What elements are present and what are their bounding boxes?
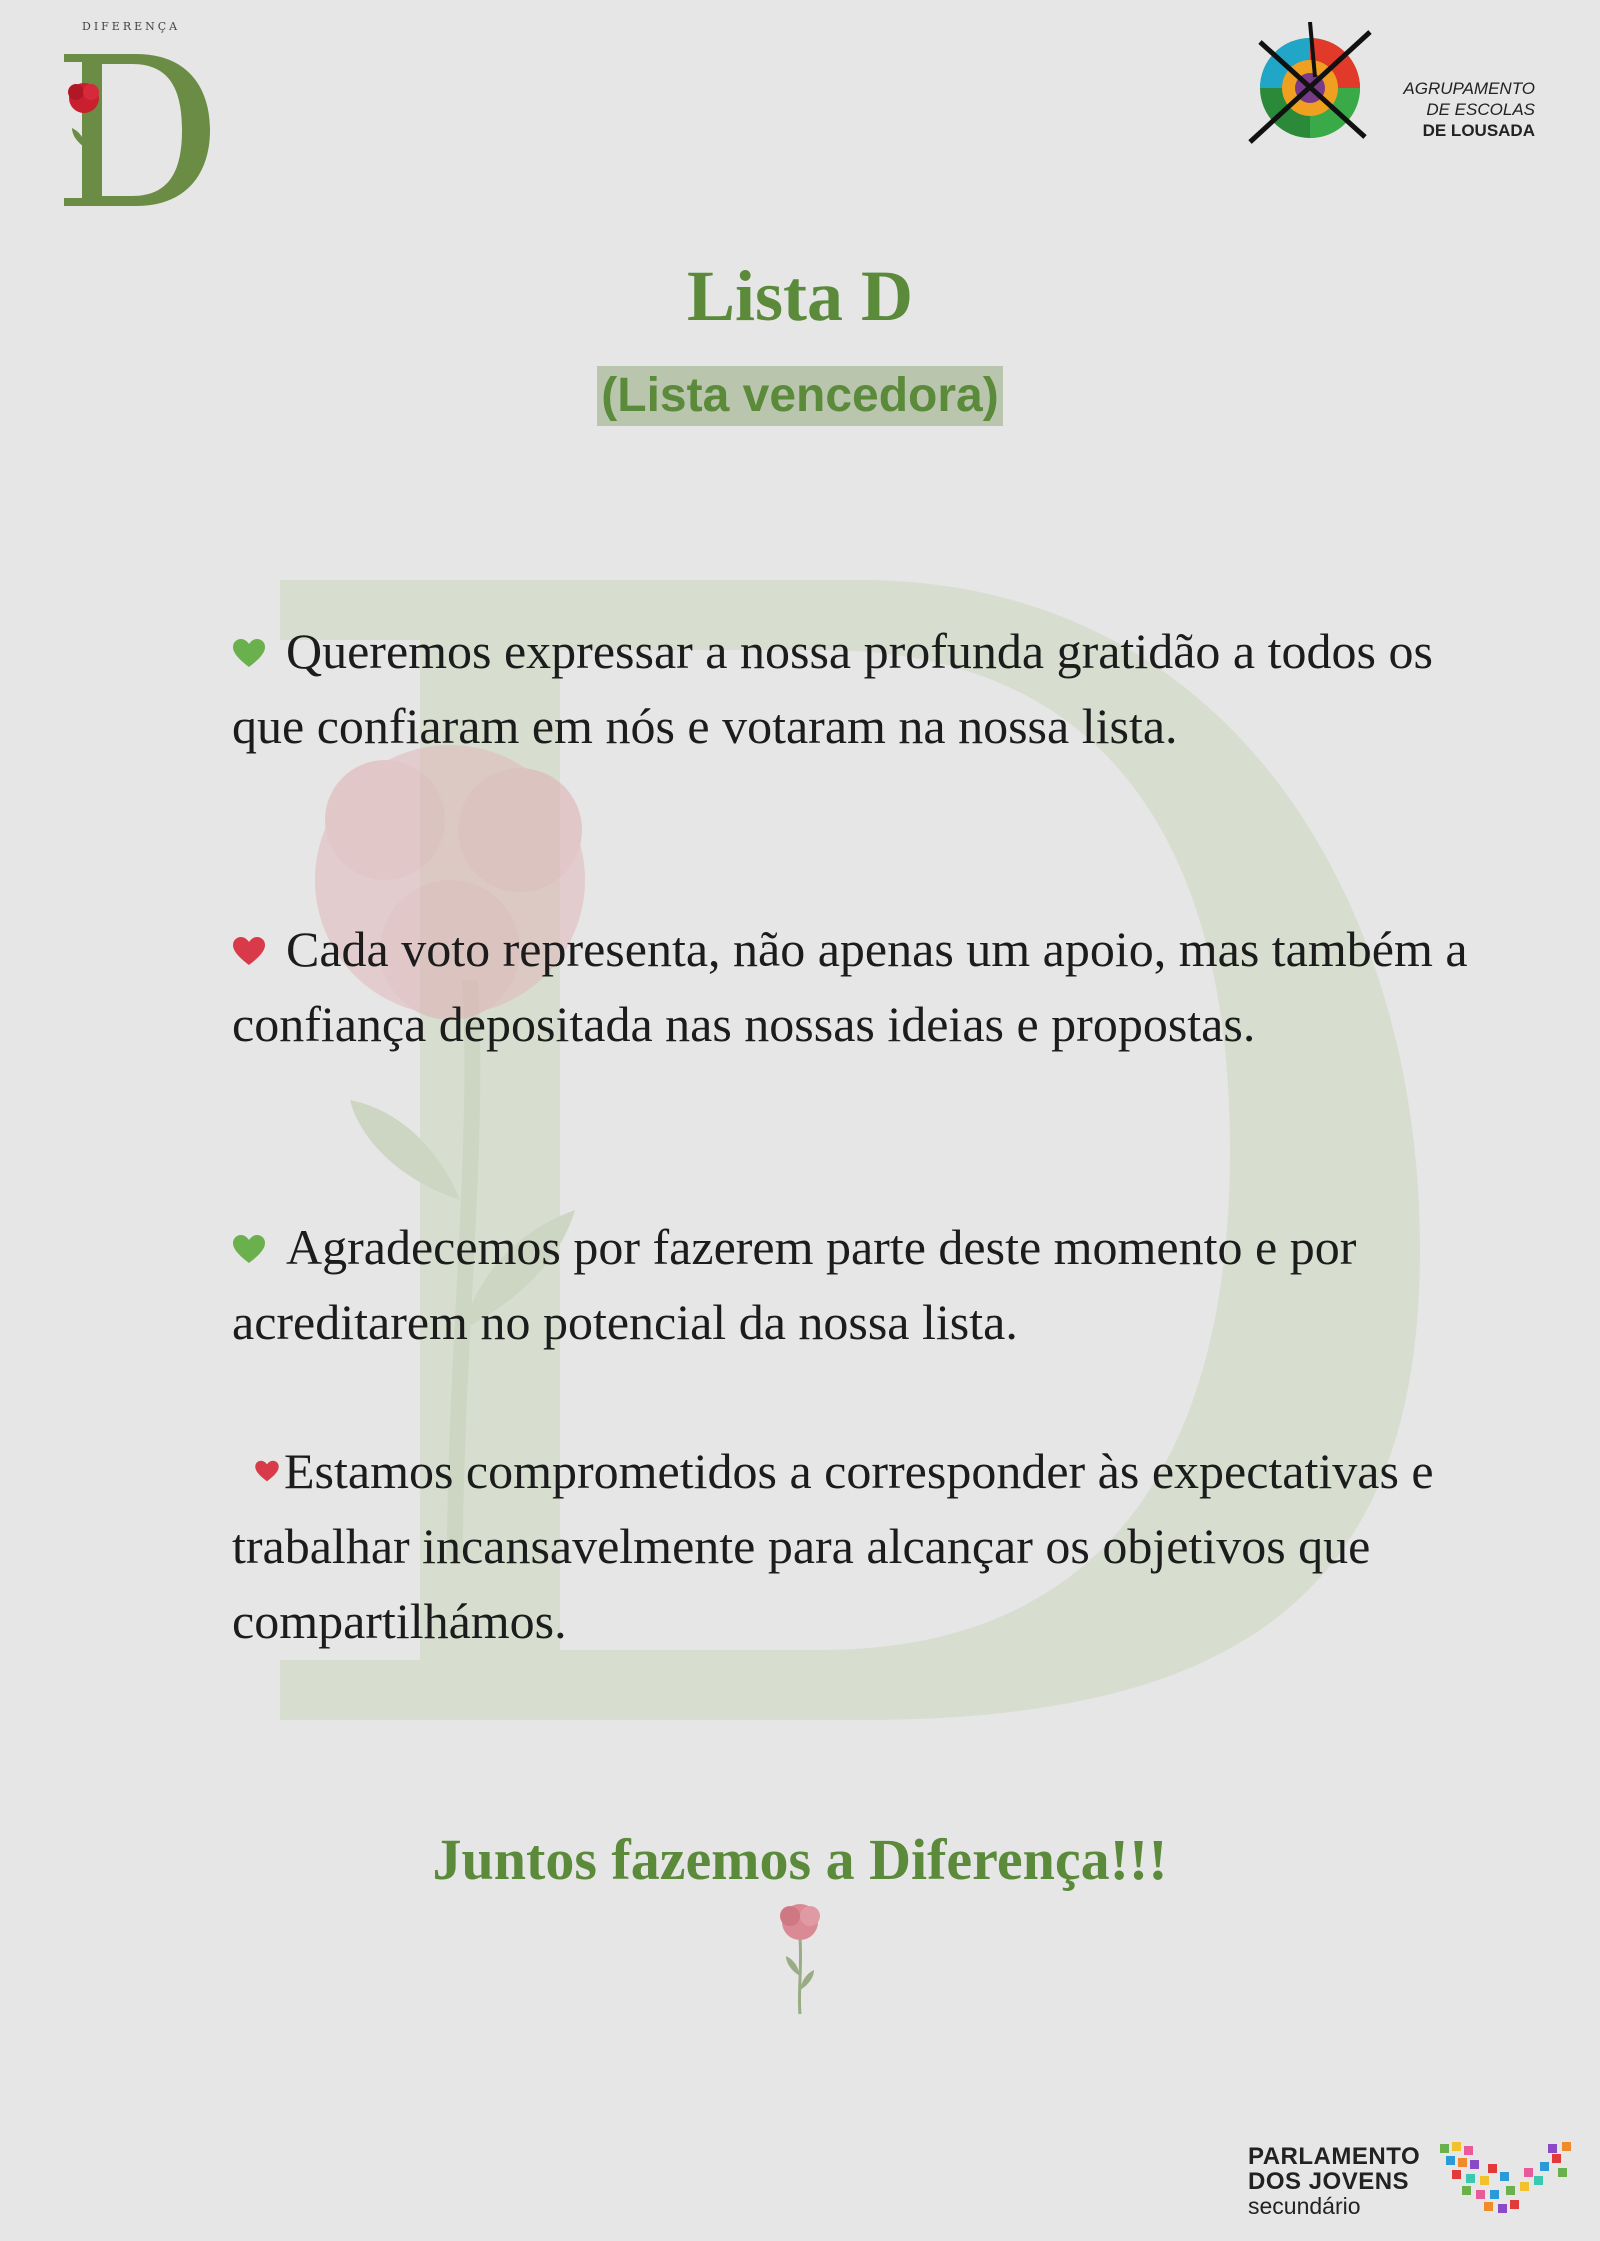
agrupamento-logo: [1240, 22, 1540, 152]
red-heart-icon: [254, 1460, 280, 1482]
parlamento-line-1: PARLAMENTO: [1248, 2143, 1421, 2170]
parlamento-jovens-text: [1248, 2144, 1420, 2219]
carnation-icon: [770, 1898, 830, 2016]
diferenca-logo: [58, 18, 218, 198]
paragraph-3-text: Agradecemos por fazerem parte deste momento e por acreditarem no potencial da nossa lista.: [232, 1219, 1357, 1350]
green-heart-icon: [232, 1234, 266, 1264]
target-cross-icon: [1240, 22, 1380, 152]
parlamento-line-2: DOS JOVENS: [1248, 2168, 1410, 2195]
paragraph-4: [232, 1434, 1482, 1659]
slogan: Juntos fazemos a Diferença!!!: [432, 1827, 1168, 1892]
red-heart-icon: [232, 936, 266, 966]
subtitle-highlight: (Lista vencedora): [597, 366, 1002, 426]
parlamento-jovens-logo: [1248, 2140, 1578, 2230]
agrupamento-line-3: DE LOUSADA: [1422, 121, 1535, 140]
paragraph-1-text: Queremos expressar a nossa profunda gratidão a todos os que confiaram em nós e votaram na nossa lista.: [232, 623, 1433, 754]
paragraph-1: [232, 614, 1482, 764]
page-title: Lista D: [686, 256, 914, 336]
green-heart-icon: [232, 638, 266, 668]
agrupamento-text: [1375, 78, 1535, 141]
paragraph-3: [232, 1210, 1482, 1360]
agrupamento-line-2: DE ESCOLAS: [1426, 100, 1535, 119]
agrupamento-line-1: AGRUPAMENTO: [1403, 79, 1535, 98]
letter-d-carnation-icon: [58, 38, 218, 208]
paragraph-2: [232, 912, 1482, 1062]
logo-wordmark: DIFERENÇA: [82, 20, 181, 33]
subtitle-wrapper: [0, 366, 1600, 426]
colored-squares-icon: [1440, 2140, 1576, 2220]
paragraph-4-text: Estamos comprometidos a corresponder às expectativas e trabalhar incansavelmente para alcançar os objetivos que compartilhámos.: [232, 1443, 1434, 1649]
paragraph-2-text: Cada voto representa, não apenas um apoio, mas também a confiança depositada nas nossas ideias e propostas.: [232, 921, 1468, 1052]
parlamento-line-3: secundário: [1248, 2193, 1361, 2219]
